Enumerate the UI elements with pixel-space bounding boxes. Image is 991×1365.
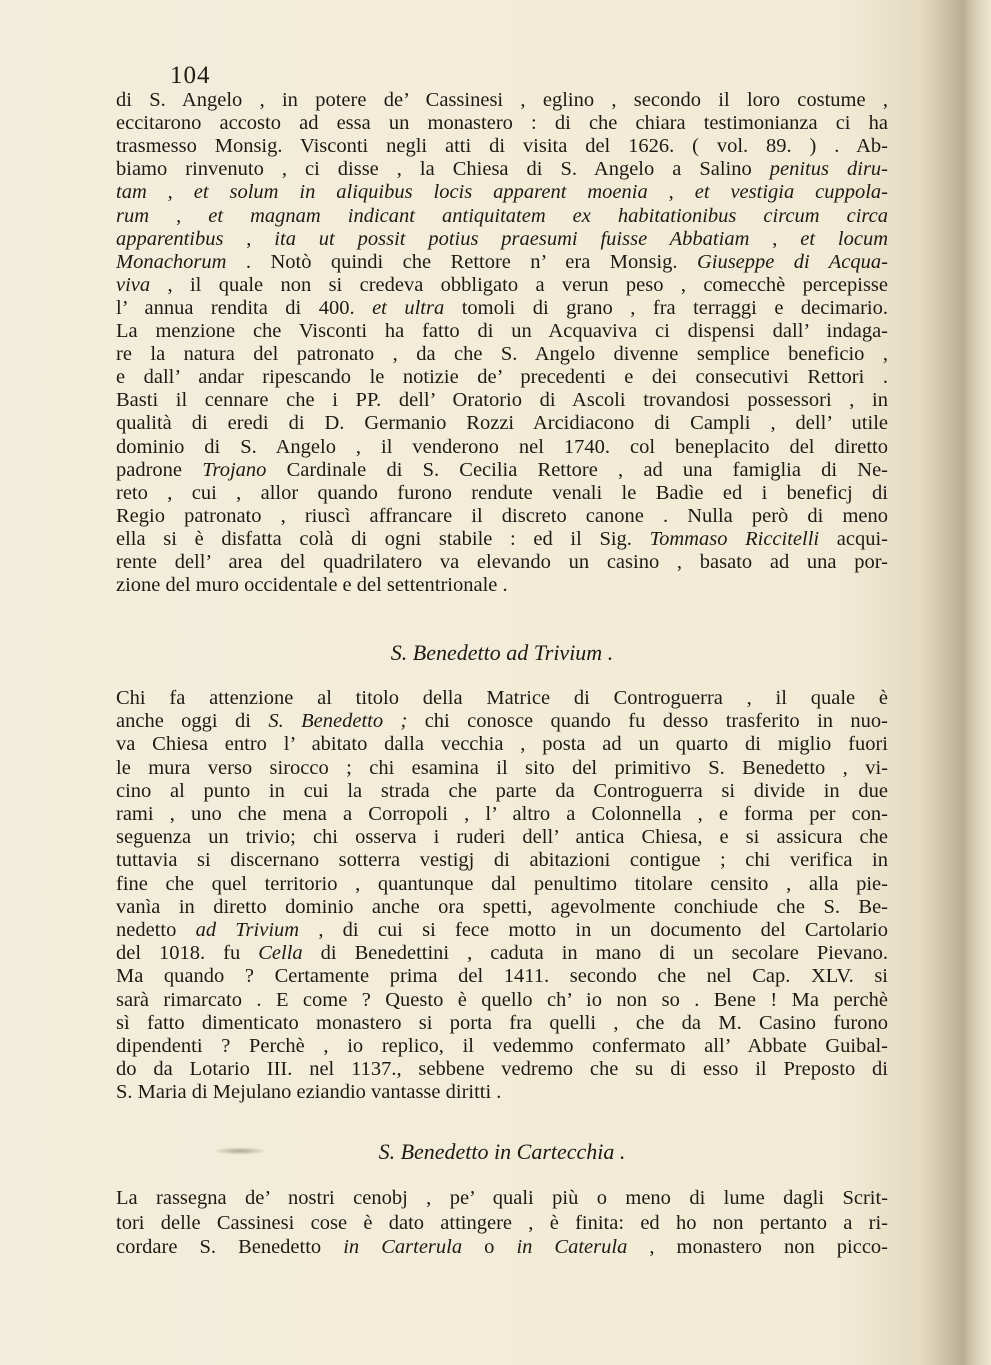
text-line: del 1018. fu Cella di Benedettini , caduta in mano di un secolare Pievano.: [116, 942, 888, 965]
text-line: dominio di S. Angelo , il venderono nel 1740. col beneplacito del diretto: [116, 435, 888, 458]
text-line: tori delle Cassinesi cose è dato attingere , è finita: ed ho non pertanto a ri-: [116, 1211, 888, 1234]
text-line: rente dell’ area del quadrilatero va elevando un casino , basato ad una por-: [116, 551, 888, 573]
text-line: qualità di eredi di D. Germanio Rozzi Arcidiacono di Campli , dell’ utile: [116, 412, 888, 435]
text-line: le mura verso sirocco ; chi esamina il sito del primitivo S. Benedetto , vi-: [116, 756, 888, 779]
section-heading-trivium: S. Benedetto ad Trivium .: [390, 640, 614, 665]
text-line: re la natura del patronato , da che S. Angelo divenne semplice beneficio ,: [116, 343, 888, 366]
text-line: dipendenti ? Perchè , io replico, il vedemmo confermato all’ Abbate Guibal-: [116, 1035, 888, 1057]
text-line: va Chiesa entro l’ abitato dalla vecchia , posta ad un quarto di miglio fuori: [116, 733, 888, 756]
text-line: e dall’ andar ripescando le notizie de’ precedenti e dei consecutivi Rettori .: [116, 366, 888, 389]
text-line: zione del muro occidentale e del settentrionale .: [116, 574, 508, 597]
text-line: seguenza un trivio; chi osserva i ruderi dell’ antica Chiesa, e si assicura che: [116, 826, 888, 849]
text-line: cordare S. Benedetto in Carterula o in Caterula , monastero non picco-: [116, 1236, 888, 1258]
text-line: S. Maria di Mejulano eziandio vantasse diritti .: [116, 1081, 502, 1104]
text-line: padrone Trojano Cardinale di S. Cecilia Rettore , ad una famiglia di Ne-: [116, 458, 888, 481]
text-line: La menzione che Visconti ha fatto di un Acquaviva ci dispensi dall’ indaga-: [116, 320, 888, 342]
text-line: sì fatto dimenticato monastero si porta fra quelli , che da M. Casino furono: [116, 1011, 888, 1034]
section-heading-cartecchia: S. Benedetto in Cartecchia .: [378, 1139, 626, 1164]
page-gutter-shadow: [921, 0, 991, 1365]
text-line: reto , cui , allor quando furono rendute venali le Badìe ed i beneficj di: [116, 481, 888, 504]
text-line: do da Lotario III. nel 1137., sebbene vedremo che su di esso il Preposto di: [116, 1058, 888, 1081]
text-line: sarà rimarcato . E come ? Questo è quello ch’ io non so . Bene ! Ma perchè: [116, 988, 888, 1011]
text-line: La rassegna de’ nostri cenobj , pe’ quali più o meno di lume dagli Scrit-: [116, 1187, 888, 1209]
text-line: viva , il quale non si credeva obbligato a verun peso , comecchè percepisse: [116, 273, 888, 296]
text-line: tam , et solum in aliquibus locis apparent moenia , et vestigia cuppola-: [116, 181, 889, 204]
text-line: fine che quel territorio , quantunque dal penultimo titolare censito , alla pie-: [116, 872, 888, 895]
text-line: Regio patronato , riuscì affrancare il discreto canone . Nulla però di meno: [116, 504, 888, 527]
text-line: rum , et magnam indicant antiquitatem ex habitationibus circum circa: [116, 204, 888, 227]
text-line: rami , uno che mena a Corropoli , l’ altro a Colonnella , e forma per con-: [116, 803, 888, 825]
text-line: trasmesso Monsig. Visconti negli atti di visita del 1626. ( vol. 89. ) . Ab-: [116, 135, 888, 158]
text-line: Basti il cennare che i PP. dell’ Oratorio di Ascoli trovandosi possessori , in: [116, 389, 888, 412]
text-line: vanìa in diretto dominio anche ora spetti, agevolmente conchiude che S. Be-: [116, 895, 888, 918]
text-line: l’ annua rendita di 400. et ultra tomoli di grano , fra terraggi e decimario.: [116, 296, 888, 319]
text-line: ella si è disfatta colà di ogni stabile : ed il Sig. Tommaso Riccitelli acqui-: [116, 527, 888, 550]
text-line: Monachorum . Notò quindi che Rettore n’ era Monsig. Giuseppe di Acqua-: [116, 250, 888, 273]
text-line: biamo rinvenuto , ci disse , la Chiesa di S. Angelo a Salino penitus diru-: [116, 158, 888, 181]
text-line: apparentibus , ita ut possit potius praesumi fuisse Abbatiam , et locum: [116, 227, 889, 250]
text-line: di S. Angelo , in potere de’ Cassinesi , eglino , secondo il loro costume ,: [116, 89, 888, 111]
text-line: tuttavia si discernano sotterra vestigj di abitazioni contigue ; chi verifica in: [116, 849, 888, 872]
page-number: 104: [170, 62, 211, 89]
text-line: Chi fa attenzione al titolo della Matrice di Controguerra , il quale è: [116, 687, 888, 709]
text-line: nedetto ad Trivium , di cui si fece motto in un documento del Cartolario: [116, 919, 888, 941]
text-line: anche oggi di S. Benedetto ; chi conosce quando fu desso trasferito in nuo-: [116, 710, 888, 733]
text-line: eccitarono accosto ad essa un monastero : di che chiara testimonianza ci ha: [116, 112, 888, 135]
text-line: cino al punto in cui la strada che parte da Controguerra si divide in due: [116, 779, 888, 802]
text-line: Ma quando ? Certamente prima del 1411. secondo che nel Cap. XLV. si: [116, 965, 888, 988]
